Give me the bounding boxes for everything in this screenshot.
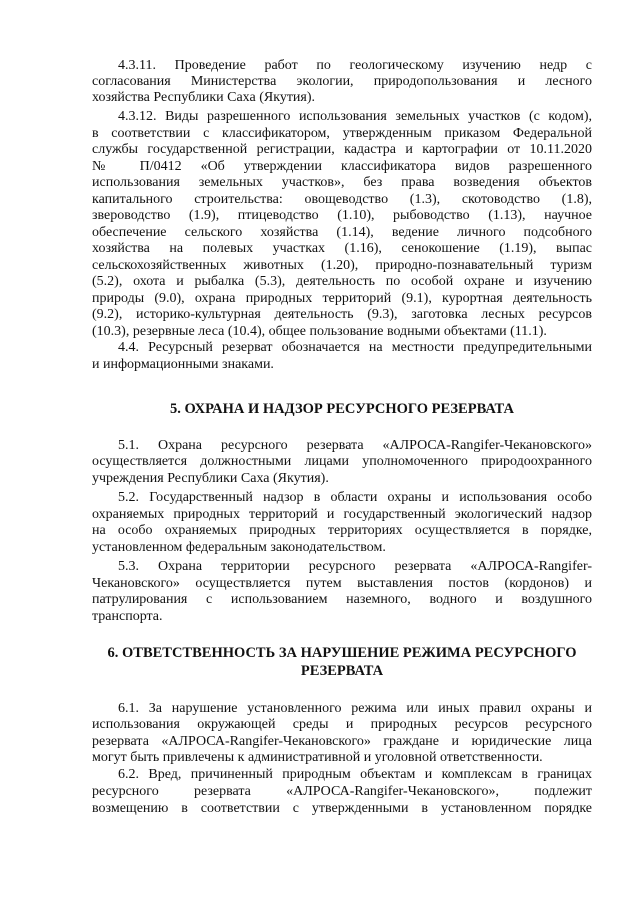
para-4-3-12-line: сельскохозяйственных животных (1.20), природно-познавательный туризм <box>92 258 592 273</box>
para-5-3-line: Чекановского» осуществляется путем выставления постов (кордонов) и <box>92 576 592 591</box>
para-4-3-12-line: природы (9.0), охрана природных территорий (9.1), курортная деятельность <box>92 291 592 306</box>
para-4-3-12-line: использования земельных участков», без права возведения объектов <box>92 175 592 190</box>
para-6-1-line: 6.1. За нарушение установленного режима или иных правил охраны и <box>118 701 592 716</box>
para-4-3-12-line: (5.2), охота и рыбалка (5.3), деятельность по особой охране и изучению <box>92 274 592 289</box>
para-5-2-line: охраняемых природных территорий и государственный экологический надзор <box>92 507 592 522</box>
para-5-1-line: осуществляется должностными лицами уполномоченного природоохранного <box>92 454 592 469</box>
para-4-3-11-line: хозяйства Республики Саха (Якутия). <box>92 90 316 105</box>
para-4-4-line: 4.4. Ресурсный резерват обозначается на местности предупредительными <box>118 340 592 355</box>
para-4-3-11-line: 4.3.11. Проведение работ по геологическому изучению недр с <box>118 58 592 73</box>
para-6-2-line: возмещению в соответствии с утвержденными в установленном порядке <box>92 801 592 816</box>
para-4-3-12-line: в соответствии с классификатором, утвержденным приказом Федеральной <box>92 126 592 141</box>
para-6-1-line: использования окружающей среды и природных ресурсов ресурсного <box>92 717 592 732</box>
para-4-3-12-line: 4.3.12. Виды разрешенного использования земельных участков (с кодом), <box>118 109 592 124</box>
para-4-3-12-line: обеспечение сельского хозяйства (1.14), ведение личного подсобного <box>92 225 592 240</box>
para-6-1-line: могут быть привлечены к административной и уголовной ответственности. <box>92 750 543 765</box>
para-4-4-line: и информационными знаками. <box>92 357 274 372</box>
para-6-2-line: 6.2. Вред, причиненный природным объектам и комплексам в границах <box>118 767 592 782</box>
para-4-3-12-line: звероводство (1.9), птицеводство (1.10), рыбоводство (1.13), научное <box>92 208 592 223</box>
para-4-3-12-line: службы государственной регистрации, кадастра и картографии от 10.11.2020 <box>92 142 592 157</box>
section-6-heading: 6. ОТВЕТСТВЕННОСТЬ ЗА НАРУШЕНИЕ РЕЖИМА РЕСУРСНОГО <box>107 645 577 661</box>
para-4-3-12-line: (10.3), резервные леса (10.4), общее пользование водными объектами (11.1). <box>92 324 547 339</box>
section-6-heading-cont: РЕЗЕРВАТА <box>300 663 384 679</box>
para-4-3-11-line: согласования Министерства экологии, природопользования и лесного <box>92 74 592 89</box>
para-5-3-line: транспорта. <box>92 609 163 624</box>
para-6-2-line: ресурсного резервата «АЛРОСА-Rangifer-Чекановского», подлежит <box>92 784 592 799</box>
para-4-3-12-line: хозяйства на полевых участках (1.16), сенокошение (1.19), выпас <box>92 241 592 256</box>
section-5-heading: 5. ОХРАНА И НАДЗОР РЕСУРСНОГО РЕЗЕРВАТА <box>170 401 514 417</box>
para-5-2-line: установленном федеральным законодательством. <box>92 540 386 555</box>
para-5-2-line: 5.2. Государственный надзор в области охраны и использования особо <box>118 490 592 505</box>
para-5-1-line: 5.1. Охрана ресурсного резервата «АЛРОСА-Rangifer-Чекановского» <box>118 438 592 453</box>
para-4-3-12-line: № П/0412 «Об утверждении классификатора видов разрешенного <box>92 159 592 174</box>
para-4-3-12-line: (9.2), историко-культурная деятельность (9.3), заготовка лесных ресурсов <box>92 307 592 322</box>
para-5-2-line: на особо охраняемых природных территориях осуществляется в порядке, <box>92 523 592 538</box>
para-5-3-line: 5.3. Охрана территории ресурсного резервата «АЛРОСА-Rangifer- <box>118 559 592 574</box>
para-5-3-line: патрулирования с использованием наземного, водного и воздушного <box>92 592 592 607</box>
para-6-1-line: резервата «АЛРОСА-Rangifer-Чекановского» граждане и юридические лица <box>92 734 592 749</box>
para-4-3-12-line: капитального строительства: овощеводство (1.3), скотоводство (1.8), <box>92 192 592 207</box>
para-5-1-line: учреждения Республики Саха (Якутия). <box>92 471 329 486</box>
